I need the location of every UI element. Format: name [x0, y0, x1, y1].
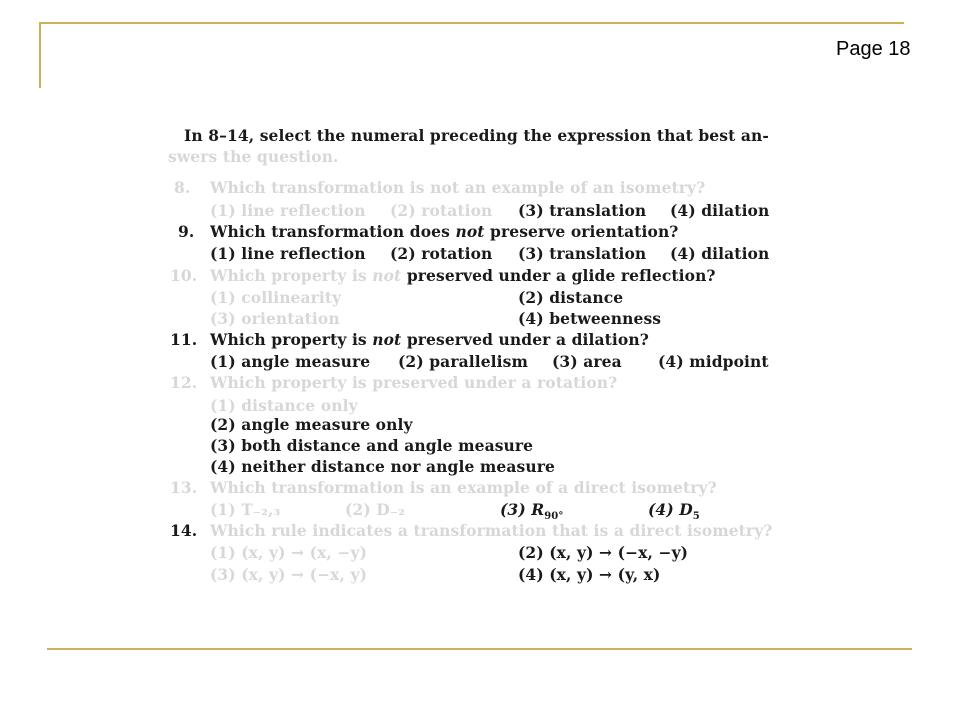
intro-line-1: In 8–14, select the numeral preceding the expression that best an- — [184, 126, 769, 145]
scanned-worksheet — [160, 116, 780, 616]
q12-choice-1: (1) distance only — [210, 396, 358, 415]
q8-choice-2: (2) rotation — [390, 201, 493, 220]
q13-number: 13. — [170, 478, 198, 497]
q11-choice-3: (3) area — [552, 352, 622, 371]
q12-choice-4: (4) neither distance nor angle measure — [210, 457, 555, 476]
q11-text: Which property is not preserved under a dilation? — [210, 330, 649, 349]
q9-text: Which transformation does not preserve orientation? — [210, 222, 679, 241]
q12-choice-3: (3) both distance and angle measure — [210, 436, 534, 455]
q14-number: 14. — [170, 521, 198, 540]
q12-text: Which property is preserved under a rotation? — [210, 373, 618, 392]
q9-choice-4: (4) dilation — [670, 244, 770, 263]
q13-choice-2: (2) D₋₂ — [345, 500, 405, 519]
q10-choice-2: (2) distance — [518, 288, 624, 307]
q10-choice-3: (3) orientation — [210, 309, 340, 328]
q10-choice-4: (4) betweenness — [518, 309, 662, 328]
q8-choice-3: (3) translation — [518, 201, 647, 220]
q13-choice-4: (4) $D_5$ — [648, 500, 700, 523]
frame-left-line — [39, 22, 41, 88]
q14-text: Which rule indicates a transformation that is a direct isometry? — [210, 521, 773, 540]
q8-choice-1: (1) line reflection — [210, 201, 366, 220]
q11-choice-4: (4) midpoint — [658, 352, 769, 371]
q10-text: Which property is not preserved under a glide reflection? — [210, 266, 716, 285]
q9-number: 9. — [178, 222, 195, 241]
q14-choice-1: (1) (x, y) → (x, −y) — [210, 543, 368, 562]
page-number: Page 18 — [836, 38, 911, 60]
q14-choice-3: (3) (x, y) → (−x, y) — [210, 565, 368, 584]
frame-top-line — [40, 22, 904, 24]
q11-choice-2: (2) parallelism — [398, 352, 528, 371]
q11-number: 11. — [170, 330, 198, 349]
q8-choice-4: (4) dilation — [670, 201, 770, 220]
q13-text: Which transformation is an example of a direct isometry? — [210, 478, 717, 497]
q11-choice-1: (1) angle measure — [210, 352, 371, 371]
q10-choice-1: (1) collinearity — [210, 288, 342, 307]
q9-choice-3: (3) translation — [518, 244, 647, 263]
q9-choice-2: (2) rotation — [390, 244, 493, 263]
q8-number: 8. — [174, 178, 191, 197]
q14-choice-4: (4) (x, y) → (y, x) — [518, 565, 661, 584]
intro-line-2: swers the question. — [168, 147, 339, 166]
q12-choice-2: (2) angle measure only — [210, 415, 413, 434]
q8-text: Which transformation is not an example of an isometry? — [210, 178, 706, 197]
q14-choice-2: (2) (x, y) → (−x, −y) — [518, 543, 689, 562]
q9-choice-1: (1) line reflection — [210, 244, 366, 263]
q10-number: 10. — [170, 266, 198, 285]
q12-number: 12. — [170, 373, 198, 392]
frame-bottom-line — [47, 648, 912, 650]
q13-choice-1: (1) T₋₂,₃ — [210, 500, 281, 519]
q13-choice-3: (3) $R_{90^\circ}$ — [500, 500, 564, 523]
